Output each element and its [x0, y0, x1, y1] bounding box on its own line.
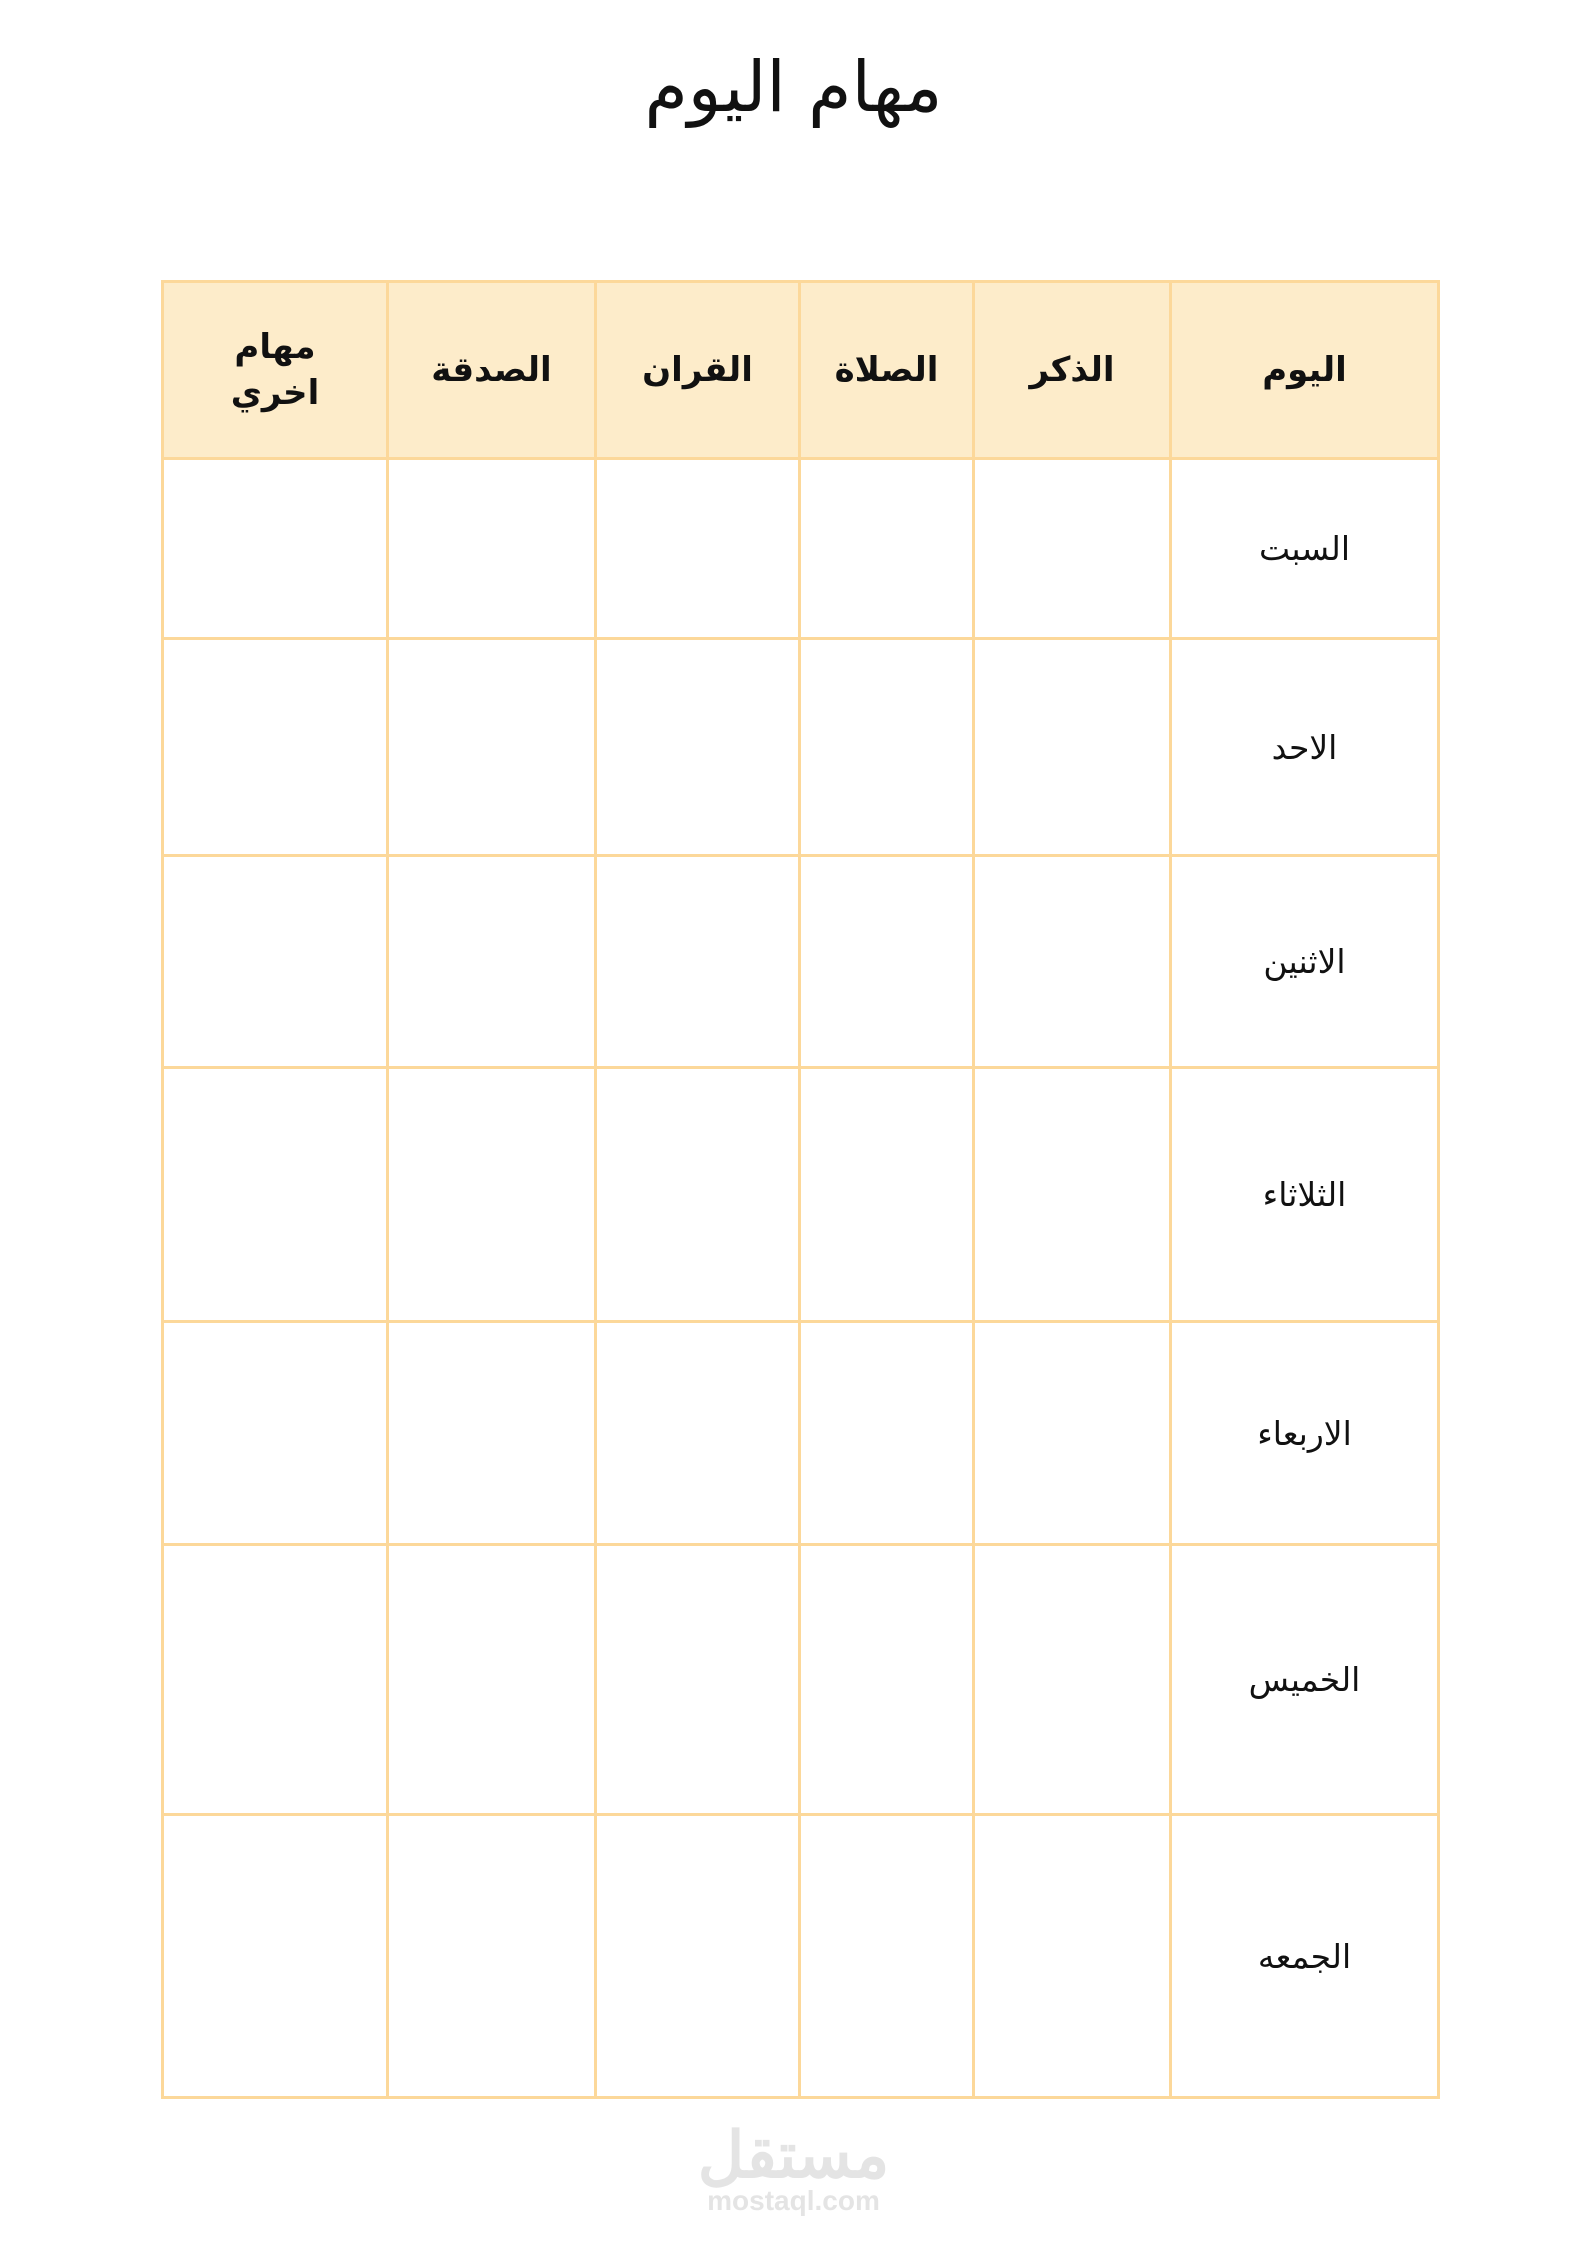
quran-cell	[596, 1815, 800, 2098]
day-cell: الاثنين	[1171, 856, 1439, 1068]
quran-cell	[596, 459, 800, 639]
table-row	[163, 459, 1439, 639]
header-day: اليوم	[1171, 282, 1439, 459]
charity-cell	[388, 459, 596, 639]
day-cell: السبت	[1171, 459, 1439, 639]
table-row	[163, 639, 1439, 856]
header-charity: الصدقة	[388, 282, 596, 459]
mostaql-watermark	[0, 2120, 1587, 2216]
dhikr-cell	[974, 1545, 1171, 1815]
watermark-arabic-text: مستقل	[697, 2119, 890, 2191]
header-prayer: الصلاة	[800, 282, 974, 459]
table-row	[163, 1815, 1439, 2098]
quran-cell	[596, 1068, 800, 1322]
charity-cell	[388, 1068, 596, 1322]
dhikr-cell	[974, 1322, 1171, 1545]
dhikr-cell	[974, 1068, 1171, 1322]
prayer-cell	[800, 1815, 974, 2098]
watermark-latin-text: mostaql.com	[707, 2185, 880, 2216]
table-row	[163, 1068, 1439, 1322]
day-cell: الجمعه	[1171, 1815, 1439, 2098]
other-tasks-cell	[163, 1815, 388, 2098]
charity-cell	[388, 1815, 596, 2098]
charity-cell	[388, 639, 596, 856]
charity-cell	[388, 856, 596, 1068]
quran-cell	[596, 639, 800, 856]
weekly-tasks-table	[161, 280, 1440, 2099]
header-row	[163, 282, 1439, 459]
header-quran: القران	[596, 282, 800, 459]
charity-cell	[388, 1322, 596, 1545]
header-other-tasks-label: مهام اخري	[230, 327, 320, 413]
dhikr-cell	[974, 459, 1171, 639]
other-tasks-cell	[163, 1545, 388, 1815]
prayer-cell	[800, 1068, 974, 1322]
page-title: مهام اليوم	[644, 46, 943, 128]
day-cell: الخميس	[1171, 1545, 1439, 1815]
dhikr-cell	[974, 639, 1171, 856]
day-cell: الاحد	[1171, 639, 1439, 856]
dhikr-cell	[974, 856, 1171, 1068]
other-tasks-cell	[163, 1322, 388, 1545]
quran-cell	[596, 1322, 800, 1545]
prayer-cell	[800, 459, 974, 639]
quran-cell	[596, 856, 800, 1068]
header-dhikr: الذكر	[974, 282, 1171, 459]
table-row	[163, 1545, 1439, 1815]
other-tasks-cell	[163, 1068, 388, 1322]
dhikr-cell	[974, 1815, 1171, 2098]
day-cell: الاربعاء	[1171, 1322, 1439, 1545]
prayer-cell	[800, 1322, 974, 1545]
day-cell: الثلاثاء	[1171, 1068, 1439, 1322]
other-tasks-cell	[163, 639, 388, 856]
charity-cell	[388, 1545, 596, 1815]
table-row	[163, 1322, 1439, 1545]
table-row	[163, 856, 1439, 1068]
prayer-cell	[800, 639, 974, 856]
other-tasks-cell	[163, 459, 388, 639]
header-other-tasks	[163, 282, 388, 459]
prayer-cell	[800, 856, 974, 1068]
quran-cell	[596, 1545, 800, 1815]
prayer-cell	[800, 1545, 974, 1815]
other-tasks-cell	[163, 856, 388, 1068]
